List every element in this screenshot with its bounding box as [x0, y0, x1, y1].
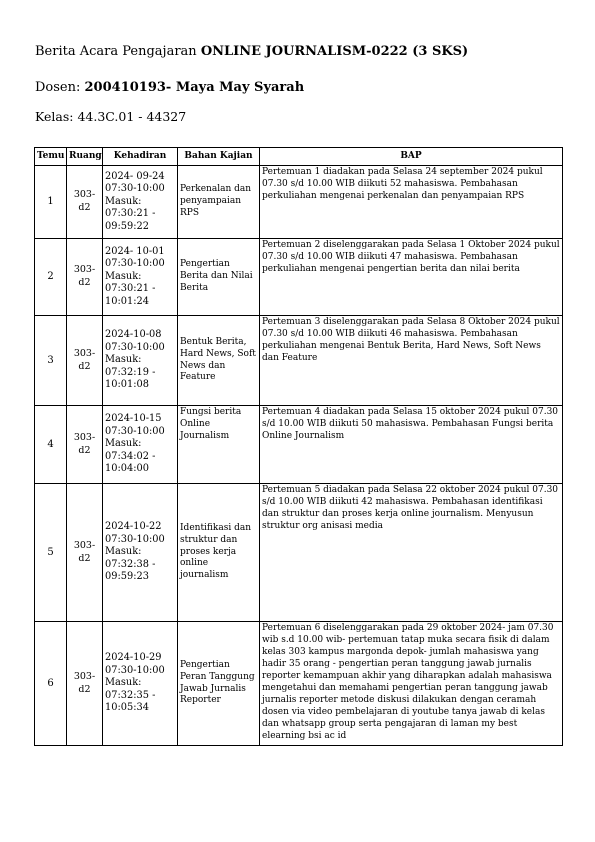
kehadiran-cell: 2024- 09-24 07:30-10:00 Masuk: 07:30:21 - 09:59:22 — [103, 166, 178, 239]
ruang-cell: 303-d2 — [67, 316, 103, 406]
table-row — [35, 406, 563, 484]
ruang-cell: 303-d2 — [67, 239, 103, 316]
col-ruang: Ruang — [67, 148, 103, 166]
bap-cell: Pertemuan 5 diadakan pada Selasa 22 oktober 2024 pukul 07.30 s/d 10.00 WIB diikuti 42 mahasiswa. Pembahasan identifikasi dan struktur dan proses kerja online journalism. Menyusun struktur org anisasi media — [260, 484, 563, 622]
kehadiran-cell: 2024- 10-01 07:30-10:00 Masuk: 07:30:21 - 10:01:24 — [103, 239, 178, 316]
lecturer-line — [35, 80, 304, 95]
table-row — [35, 622, 563, 746]
kehadiran-cell: 2024-10-22 07:30-10:00 Masuk: 07:32:38 - 09:59:23 — [103, 484, 178, 622]
temu-cell: 6 — [35, 622, 67, 746]
kehadiran-cell: 2024-10-15 07:30-10:00 Masuk: 07:34:02 - 10:04:00 — [103, 406, 178, 484]
document-title — [35, 44, 468, 59]
bahan-cell: Bentuk Berita, Hard News, Soft News dan Feature — [178, 316, 260, 406]
bahan-cell: Pengertian Berita dan Nilai Berita — [178, 239, 260, 316]
kehadiran-cell: 2024-10-29 07:30-10:00 Masuk: 07:32:35 - 10:05:34 — [103, 622, 178, 746]
bahan-cell: Identifikasi dan struktur dan proses kerja online journalism — [178, 484, 260, 622]
bap-cell: Pertemuan 4 diadakan pada Selasa 15 oktober 2024 pukul 07.30 s/d 10.00 WIB diikuti 50 mahasiswa. Pembahasan Fungsi berita Online Journalism — [260, 406, 563, 484]
col-kehadiran: Kehadiran — [103, 148, 178, 166]
bap-cell: Pertemuan 6 diselenggarakan pada 29 oktober 2024- jam 07.30 wib s.d 10.00 wib- pertemuan tatap muka secara fisik di dalam kelas 303 kampus margonda depok- jumlah mahasiswa yang hadir 35 orang - pengertian peran tanggung jawab jurnalis reporter kemampuan akhir yang diharapkan adalah mahasiswa mengetahui dan memahami pengertian peran tanggung jawab jurnalis reporter metode diskusi dilakukan dengan ceramah dosen via video pembelajaran di youtube tanya jawab di kelas dan whatsapp group serta pengajaran di laman my best elearning bsi ac id — [260, 622, 563, 746]
class-line: Kelas: 44.3C.01 - 44327 — [35, 109, 187, 124]
ruang-cell: 303-d2 — [67, 406, 103, 484]
ruang-cell: 303-d2 — [67, 484, 103, 622]
temu-cell: 5 — [35, 484, 67, 622]
table-row — [35, 484, 563, 622]
title-prefix: Berita Acara Pengajaran — [35, 44, 197, 59]
bahan-cell: Fungsi berita Online Journalism — [178, 406, 260, 484]
bap-cell: Pertemuan 3 diselenggarakan pada Selasa 8 Oktober 2024 pukul 07.30 s/d 10.00 WIB diikuti 46 mahasiswa. Pembahasan perkuliahan mengenai Bentuk Berita, Hard News, Soft News dan Feature — [260, 316, 563, 406]
ruang-cell: 303-d2 — [67, 166, 103, 239]
bahan-cell: Pengertian Peran Tanggung Jawab Jurnalis Reporter — [178, 622, 260, 746]
col-temu: Temu — [35, 148, 67, 166]
bap-cell: Pertemuan 1 diadakan pada Selasa 24 september 2024 pukul 07.30 s/d 10.00 WIB diikuti 52 mahasiswa. Pembahasan perkuliahan mengenai perkenalan dan penyampaian RPS — [260, 166, 563, 239]
temu-cell: 4 — [35, 406, 67, 484]
ruang-cell: 303-d2 — [67, 622, 103, 746]
bap-cell: Pertemuan 2 diselenggarakan pada Selasa 1 Oktober 2024 pukul 07.30 s/d 10.00 WIB diikuti 47 mahasiswa. Pembahasan perkuliahan mengenai pengertian berita dan nilai berita — [260, 239, 563, 316]
course-name: ONLINE JOURNALISM-0222 (3 SKS) — [200, 44, 469, 59]
col-bap: BAP — [260, 148, 563, 166]
table-row — [35, 316, 563, 406]
lecturer-prefix: Dosen: — [35, 80, 81, 95]
temu-cell: 3 — [35, 316, 67, 406]
table-header-row — [35, 148, 563, 166]
kehadiran-cell: 2024-10-08 07:30-10:00 Masuk: 07:32:19 - 10:01:08 — [103, 316, 178, 406]
bahan-cell: Perkenalan dan penyampaian RPS — [178, 166, 260, 239]
lecturer-name: 200410193- Maya May Syarah — [84, 80, 305, 95]
bap-table — [34, 147, 563, 746]
col-bahan-kajian: Bahan Kajian — [178, 148, 260, 166]
table-row — [35, 166, 563, 239]
temu-cell: 1 — [35, 166, 67, 239]
table-row — [35, 239, 563, 316]
temu-cell: 2 — [35, 239, 67, 316]
